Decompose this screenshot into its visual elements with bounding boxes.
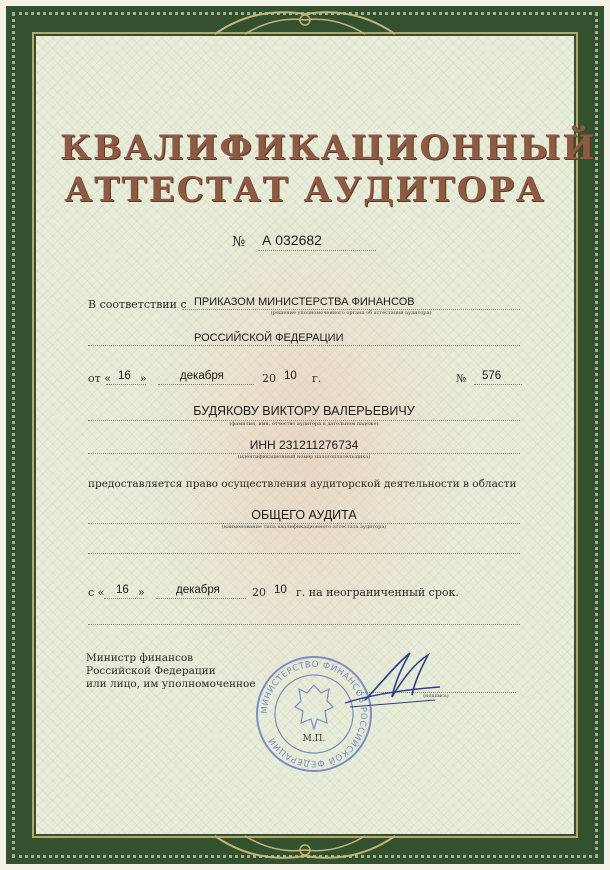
title-line-1: КВАЛИФИКАЦИОННЫЙ [60,128,597,168]
name-note: (фамилия, имя, отчество аудитора в дательном падеже) [229,421,379,427]
blank-line-1 [88,553,520,554]
signatory-line-2: Российской Федерации [86,665,216,677]
number-label: № [232,234,246,250]
order-from-label: от « [88,372,111,385]
order-year-suffix: г. [312,372,322,385]
audit-type: ОБЩЕГО АУДИТА [251,508,357,522]
signatory-line-3: или лицо, им уполномоченное [86,678,256,690]
order-month-underline [158,384,254,385]
accordance-value-1: ПРИКАЗОМ МИНИСТЕРСТВА ФИНАНСОВ [194,296,415,308]
inn-note: (идентификационный номер налогоплательщика) [237,454,371,460]
order-number-underline [474,384,522,385]
validity-suffix: г. на неограниченный срок. [296,586,459,599]
accordance-label: В соответствии с [88,298,187,311]
validity-year-prefix: 20 [252,586,266,599]
bottom-ornament-icon [205,834,405,864]
validity-month-underline [156,598,246,599]
validity-day-underline [104,598,144,599]
order-year: 10 [284,370,297,382]
order-month: декабря [180,370,224,382]
validity-year: 10 [274,584,287,596]
seal-ring-text: МИНИСТЕРСТВО ФИНАНСОВ РОССИЙСКОЙ ФЕДЕРАЦИИ [259,659,369,769]
certificate-number: А 032682 [262,232,322,248]
top-ornament-icon [205,6,405,36]
order-day-close: » [140,372,147,385]
validity-day: 16 [116,584,129,596]
order-year-prefix: 20 [262,372,276,385]
accordance-underline-2 [88,345,520,346]
order-day: 16 [118,370,131,382]
validity-from-label: с « [88,586,105,599]
order-number-label: № [456,372,467,385]
number-underline [258,250,376,251]
order-number: 576 [482,370,502,382]
signatory-line-1: Министр финансов [86,652,194,664]
auditor-name: БУДЯКОВУ ВИКТОРУ ВАЛЕРЬЕВИЧУ [193,404,415,418]
signature-icon [340,645,450,715]
signature-note: (подпись) [423,693,449,699]
seal-mp-label: М.П. [302,734,326,744]
accordance-note: (решение уполномоченного органа об аттестации аудитора) [270,310,432,316]
right-text: предоставляется право осуществления аудиторской деятельности в области [88,478,517,490]
validity-day-close: » [138,586,145,599]
accordance-value-2: РОССИЙСКОЙ ФЕДЕРАЦИИ [194,332,344,344]
order-day-underline [106,384,146,385]
auditor-inn: ИНН 231211276734 [249,438,359,452]
title-line-2: АТТЕСТАТ АУДИТОРА [64,170,546,210]
blank-line-2 [88,624,520,625]
validity-month: декабря [176,584,220,596]
type-note: (наименование типа квалификационного аттестата аудитора) [221,524,387,530]
